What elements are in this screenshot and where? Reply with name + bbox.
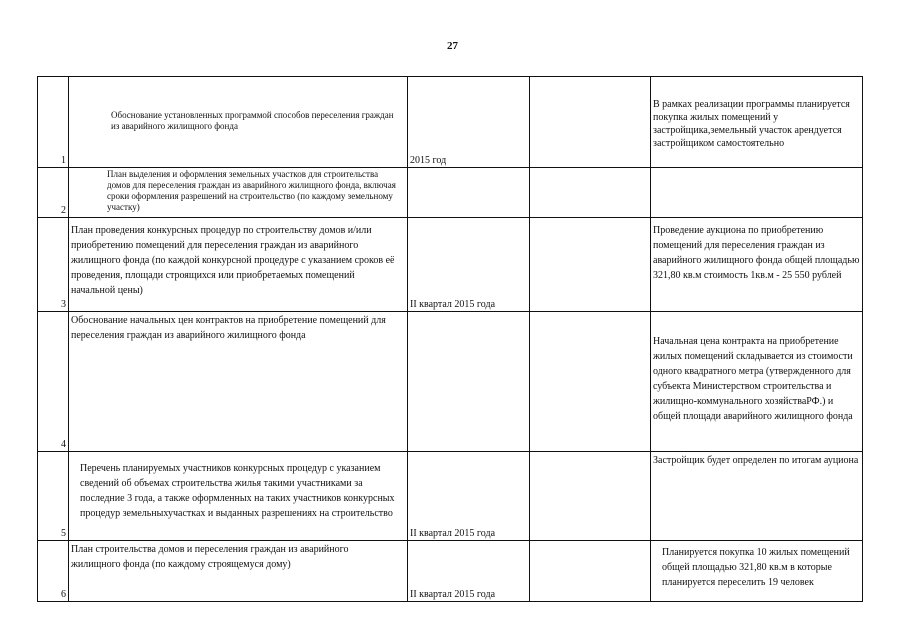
row-text-cell (69, 541, 408, 602)
program-table (37, 76, 863, 602)
table-row (38, 312, 863, 452)
row-date-cell (408, 452, 530, 541)
row-executor-cell (530, 541, 651, 602)
row-date-cell (408, 541, 530, 602)
row-executor-cell (530, 218, 651, 312)
row-number: 6 (61, 589, 66, 600)
row-number-cell (38, 168, 69, 218)
table-row (38, 218, 863, 312)
row-note-cell (651, 168, 863, 218)
row-text: План выделения и оформления земельных участков для строительства домов для переселения граждан из аварийного жилищного фонда, включая сроки оформления разрешений на строительство (по каждому земельному участку) (107, 169, 396, 212)
row-text-cell (69, 312, 408, 452)
table-row (38, 541, 863, 602)
row-note-cell (651, 312, 863, 452)
row-note: Проведение аукциона по приобретению помещений для переселения граждан из аварийного жилищного фонда общей площадью 321,80 кв.м стоимость 1кв.м - 25 550 рублей (653, 225, 860, 281)
row-note: Планируется покупка 10 жилых помещений общей площадью 321,80 кв.м в которые планируется переселить 19 человек (662, 547, 850, 588)
row-text: Обоснование начальных цен контрактов на приобретение помещений для переселения граждан из аварийного жилищного фонда (71, 315, 386, 341)
page-number: 27 (447, 40, 458, 52)
row-note-cell (651, 541, 863, 602)
row-date-cell (408, 168, 530, 218)
row-executor-cell (530, 452, 651, 541)
row-date-cell (408, 312, 530, 452)
row-note: В рамках реализации программы планируется покупка жилых помещений у застройщика,земельный участок арендуется застройщиком самостоятельно (653, 99, 850, 149)
row-date-cell (408, 218, 530, 312)
row-note: Застройщик будет определен по итогам ауциона (653, 455, 859, 466)
row-date: II квартал 2015 года (410, 528, 496, 539)
row-note-cell (651, 218, 863, 312)
row-number-cell (38, 541, 69, 602)
row-text: Обоснование установленных программой способов переселения граждан из аварийного жилищного фонда (111, 110, 394, 131)
row-number: 5 (61, 528, 66, 539)
row-number: 2 (61, 205, 66, 216)
table-row (38, 77, 863, 168)
row-number: 4 (61, 439, 66, 450)
row-note-cell (651, 77, 863, 168)
row-text-cell (69, 452, 408, 541)
row-note-cell (651, 452, 863, 541)
row-number-cell (38, 452, 69, 541)
row-executor-cell (530, 312, 651, 452)
row-number: 3 (61, 299, 66, 310)
row-date: II квартал 2015 года (410, 589, 496, 600)
row-text-cell (69, 218, 408, 312)
row-text: План проведения конкурсных процедур по строительству домов и/или приобретению помещений для переселения граждан из аварийного жилищного фонда (по каждой конкурсной процедуре с указанием сроков её проведения, площади строящихся или приобретаемых помещений начальной цены) (71, 225, 395, 296)
row-number-cell (38, 77, 69, 168)
row-number-cell (38, 218, 69, 312)
row-number-cell (38, 312, 69, 452)
row-date: 2015 год (410, 155, 447, 166)
table-row (38, 452, 863, 541)
row-text: План строительства домов и переселения граждан из аварийного жилищного фонда (по каждому строящемуся дому) (71, 544, 349, 570)
row-number: 1 (61, 155, 66, 166)
row-date: II квартал 2015 года (410, 299, 496, 310)
row-text-cell (69, 77, 408, 168)
row-date-cell (408, 77, 530, 168)
row-text: Перечень планируемых участников конкурсных процедур с указанием сведений об объемах строительства жилья такими участниками за последние 3 года, а также оформленных на таких участников конкурсных процедур земельныхучастках и выданных разрешениях на строительство (80, 463, 395, 519)
row-note: Начальная цена контракта на приобретение жилых помещений складывается из стоимости одного квадратного метра (утвержденного для субъекта Министерством строительства и жилищно-коммунального хозяйстваРФ.) и общей площади аварийного жилищного фонда (653, 336, 853, 422)
row-executor-cell (530, 168, 651, 218)
row-executor-cell (530, 77, 651, 168)
row-text-cell (69, 168, 408, 218)
table-row (38, 168, 863, 218)
